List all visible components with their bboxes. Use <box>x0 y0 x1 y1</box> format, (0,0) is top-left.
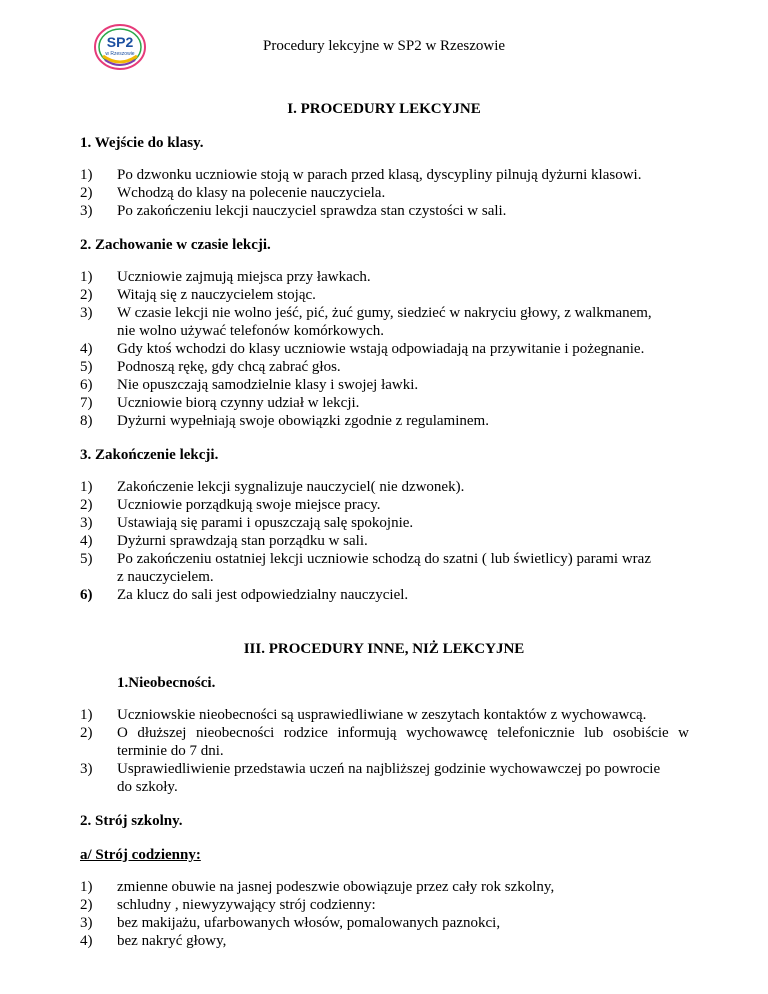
list-number: 1) <box>80 479 93 495</box>
subsection-heading: 1. Wejście do klasy. <box>80 135 204 151</box>
list-item: Zakończenie lekcji sygnalizuje nauczyciel( nie dzwonek). <box>117 479 465 495</box>
list-number: 5) <box>80 359 93 375</box>
list-number: 3) <box>80 515 93 531</box>
list-number: 2) <box>80 497 93 513</box>
subsection-subheading: a/ Strój codzienny: <box>80 847 201 863</box>
subsection-heading: 1.Nieobecności. <box>117 675 216 691</box>
logo-subtext: w Rzeszowie <box>105 51 135 57</box>
list-item: bez nakryć głowy, <box>117 933 227 949</box>
list-number: 1) <box>80 707 93 723</box>
list-item-continuation: terminie do 7 dni. <box>117 743 224 759</box>
list-number: 4) <box>80 533 93 549</box>
list-number: 1) <box>80 269 93 285</box>
list-number: 1) <box>80 879 93 895</box>
list-number: 7) <box>80 395 93 411</box>
list-item-continuation: do szkoły. <box>117 779 178 795</box>
subsection-heading: 3. Zakończenie lekcji. <box>80 447 219 463</box>
list-item: W czasie lekcji nie wolno jeść, pić, żuć gumy, siedzieć w nakryciu głowy, z walkmanem, <box>117 305 652 321</box>
list-item: Wchodzą do klasy na polecenie nauczyciela. <box>117 185 386 201</box>
subsection-heading: 2. Strój szkolny. <box>80 813 183 829</box>
list-item-continuation: nie wolno używać telefonów komórkowych. <box>117 323 385 339</box>
list-item: Po zakończeniu lekcji nauczyciel sprawdza stan czystości w sali. <box>117 203 507 219</box>
list-number: 6) <box>80 377 93 393</box>
list-number: 8) <box>80 413 93 429</box>
list-item-continuation: z nauczycielem. <box>117 569 214 585</box>
list-number: 6) <box>80 587 93 603</box>
list-item: bez makijażu, ufarbowanych włosów, pomalowanych paznokci, <box>117 915 501 931</box>
list-item: zmienne obuwie na jasnej podeszwie obowiązuje przez cały rok szkolny, <box>117 879 555 895</box>
list-number: 4) <box>80 341 93 357</box>
list-item: Uczniowie porządkują swoje miejsce pracy. <box>117 497 381 513</box>
list-number: 3) <box>80 203 93 219</box>
list-item: Gdy ktoś wchodzi do klasy uczniowie wstają odpowiadają na przywitanie i pożegnanie. <box>117 341 645 357</box>
list-item: Uczniowskie nieobecności są usprawiedliwiane w zeszytach kontaktów z wychowawcą. <box>117 707 647 723</box>
list-number: 5) <box>80 551 93 567</box>
list-item: Po dzwonku uczniowie stoją w parach przed klasą, dyscypliny pilnują dyżurni klasowi. <box>117 167 642 183</box>
list-item: O dłuższej nieobecności rodzice informują wychowawcę telefonicznie lub osobiście w <box>117 725 689 741</box>
list-number: 2) <box>80 897 93 913</box>
list-item: Za klucz do sali jest odpowiedzialny nauczyciel. <box>117 587 409 603</box>
list-number: 3) <box>80 761 93 777</box>
list-item: Uczniowie zajmują miejsca przy ławkach. <box>117 269 371 285</box>
list-item: Nie opuszczają samodzielnie klasy i swojej ławki. <box>117 377 419 393</box>
list-number: 1) <box>80 167 93 183</box>
list-number: 3) <box>80 305 93 321</box>
page-header: Procedury lekcyjne w SP2 w Rzeszowie <box>262 38 506 54</box>
list-item: Podnoszą rękę, gdy chcą zabrać głos. <box>117 359 341 375</box>
logo-text: SP2 <box>106 34 134 50</box>
list-number: 4) <box>80 933 93 949</box>
section-title: III. PROCEDURY INNE, NIŻ LEKCYJNE <box>243 641 525 657</box>
section-title: I. PROCEDURY LEKCYJNE <box>287 101 481 117</box>
list-item: schludny , niewyzywający strój codzienny: <box>117 897 376 913</box>
list-number: 2) <box>80 185 93 201</box>
list-item: Dyżurni sprawdzają stan porządku w sali. <box>117 533 368 549</box>
list-number: 2) <box>80 725 93 741</box>
subsection-heading: 2. Zachowanie w czasie lekcji. <box>80 237 271 253</box>
list-item: Uczniowie biorą czynny udział w lekcji. <box>117 395 360 411</box>
list-number: 2) <box>80 287 93 303</box>
list-item: Ustawiają się parami i opuszczają salę spokojnie. <box>117 515 414 531</box>
list-number: 3) <box>80 915 93 931</box>
list-item: Witają się z nauczycielem stojąc. <box>117 287 316 303</box>
list-item: Dyżurni wypełniają swoje obowiązki zgodnie z regulaminem. <box>117 413 489 429</box>
list-item: Po zakończeniu ostatniej lekcji uczniowie schodzą do szatni ( lub świetlicy) parami wraz <box>117 551 651 567</box>
list-item: Usprawiedliwienie przedstawia uczeń na najbliższej godzinie wychowawczej po powrocie <box>117 761 661 777</box>
